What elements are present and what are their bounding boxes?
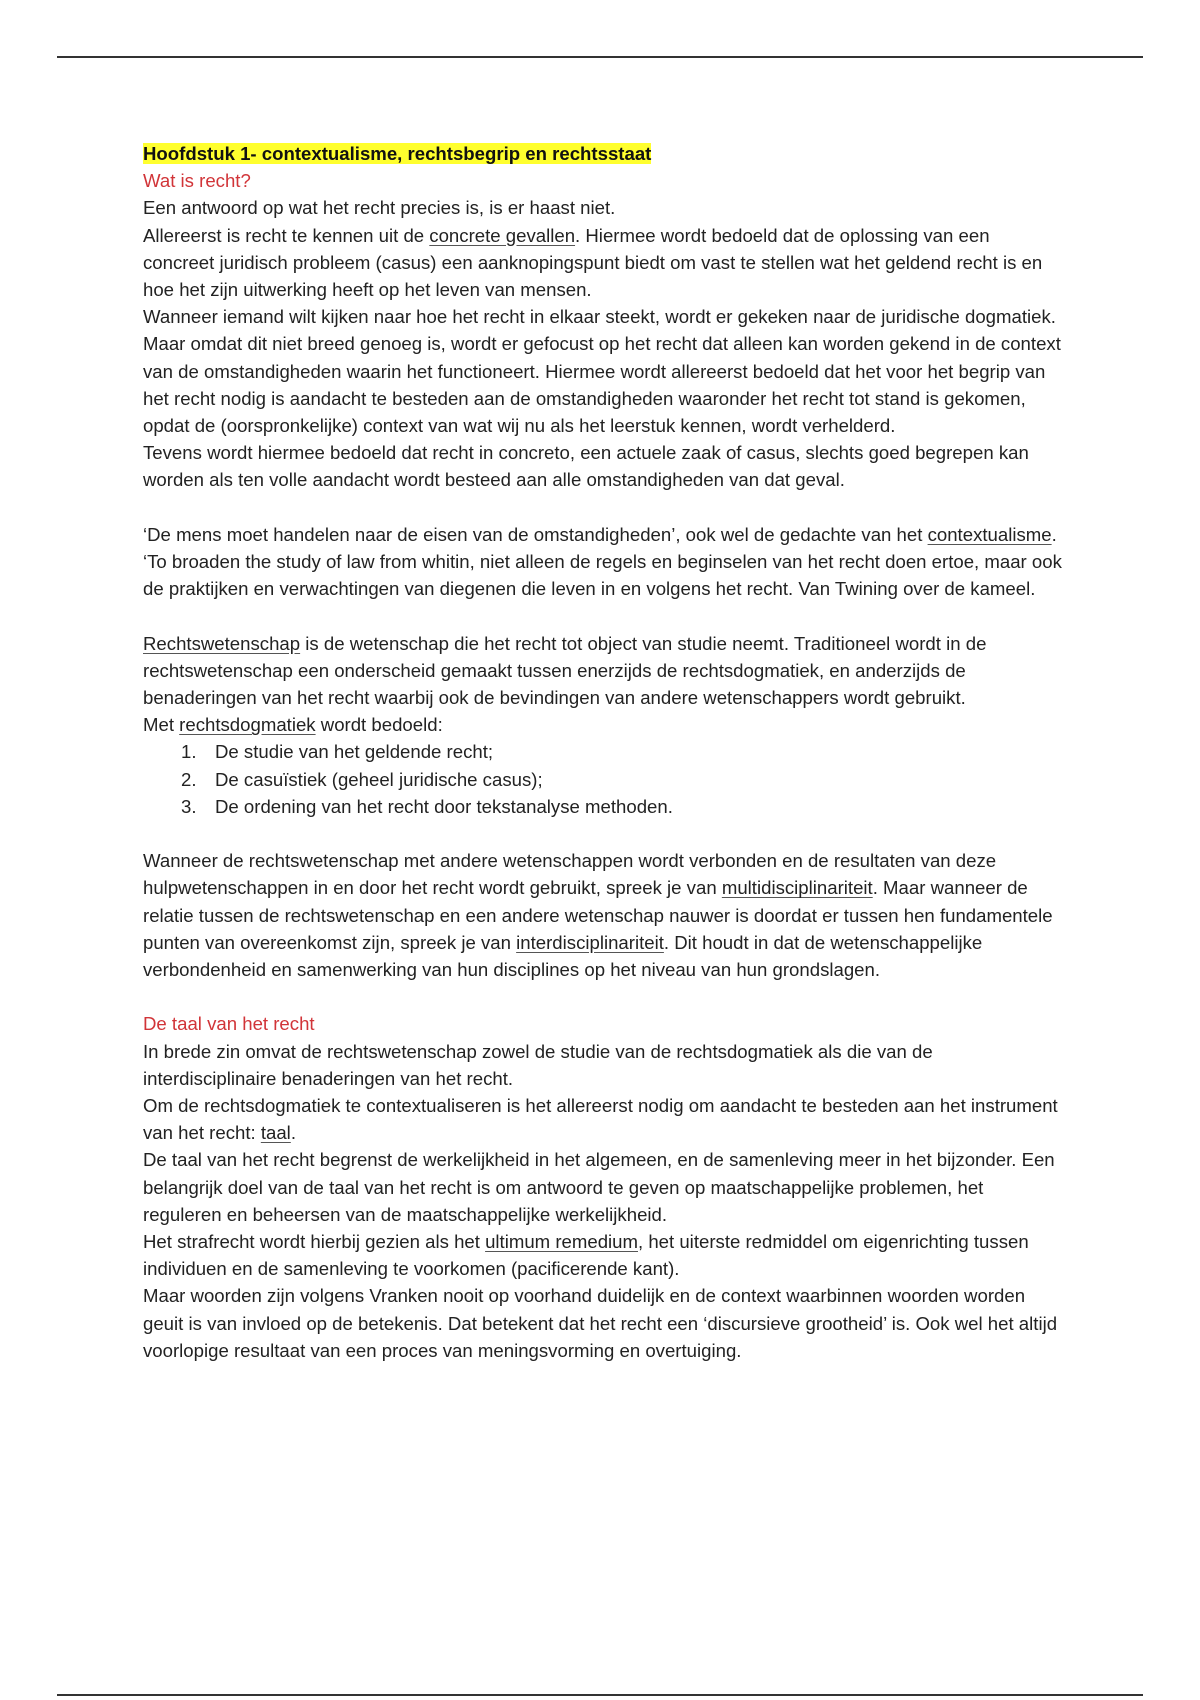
term-taal: taal <box>260 1122 291 1144</box>
paragraph: Rechtswetenschap is de wetenschap die het recht tot object van studie neemt. Traditioneel wordt in de rechtswetenschap een onderscheid gemaakt tussen enerzijds de rechtsdogmatiek, en anderzijds de benaderingen van het recht waarbij ook de bevindingen van andere wetenschappers wordt gebruikt. <box>143 632 987 709</box>
section-title-wat-is-recht: Wat is recht? <box>143 170 251 192</box>
chapter-heading <box>143 140 1063 167</box>
paragraph: Wanneer de rechtswetenschap met andere wetenschappen wordt verbonden en de resultaten van deze hulpwetenschappen in en door het recht wordt gebruikt, spreek je van multidisciplinariteit. Maar wanneer de relatie tussen de rechtswetenschap en een andere wetenschap nauwer is doordat er tussen hen fundamentele punten van overeenkomst zijn, spreek je van interdisciplinariteit. Dit houdt in dat de wetenschappelijke verbondenheid en samenwerking van hun disciplines op het niveau van hun grondslagen. <box>143 850 1053 981</box>
term-rechtsdogmatiek: rechtsdogmatiek <box>179 714 316 736</box>
term-contextualisme: contextualisme <box>927 523 1052 545</box>
term-interdisciplinariteit: interdisciplinariteit <box>516 931 664 953</box>
paragraph: Maar woorden zijn volgens Vranken nooit op voorhand duidelijk en de context waarbinnen woorden worden geuit is van invloed op de betekenis. Dat betekent dat het recht een ‘discursieve grootheid’ is. Ook wel het altijd voorlopige resultaat van een proces van meningsvorming en overtuiging. <box>143 1285 1058 1361</box>
list-item: 3. De ordening van het recht door tekstanalyse methoden. <box>181 795 673 817</box>
paragraph: ‘To broaden the study of law from whitin, niet alleen de regels en beginselen van het recht doen ertoe, maar ook de praktijken en verwachtingen van diegenen die leven in en volgens het recht. Van Twining over de kameel. <box>143 551 1062 600</box>
list-item: 1. De studie van het geldende recht; <box>181 741 494 763</box>
paragraph: Tevens wordt hiermee bedoeld dat recht in concreto, een actuele zaak of casus, slechts goed begrepen kan worden als ten volle aandacht wordt besteed aan alle omstandigheden van dat geval. <box>143 442 1029 491</box>
paragraph: De taal van het recht begrenst de werkelijkheid in het algemeen, en de samenleving meer in het bijzonder. Een belangrijk doel van de taal van het recht is om antwoord te geven op maatschappelijke problemen, het reguleren en beheersen van de maatschappelijke werkelijkheid. <box>143 1149 1055 1225</box>
paragraph: Het strafrecht wordt hierbij gezien als het ultimum remedium, het uiterste redmiddel om eigenrichting tussen individuen en de samenleving te voorkomen (pacificerende kant). <box>143 1231 1029 1280</box>
paragraph: Allereerst is recht te kennen uit de concrete gevallen. Hiermee wordt bedoeld dat de oplossing van een concreet juridisch probleem (casus) een aanknopingspunt biedt om vast te stellen wat het geldend recht is en hoe het zijn uitwerking heeft op het leven van mensen. <box>143 224 1043 301</box>
page-top-rule <box>57 56 1143 58</box>
page-bottom-rule <box>57 1694 1143 1696</box>
chapter-heading-text: Hoofdstuk 1- contextualisme, rechtsbegrip en rechtsstaat <box>143 143 652 164</box>
paragraph: Wanneer iemand wilt kijken naar hoe het recht in elkaar steekt, wordt er gekeken naar de juridische dogmatiek. Maar omdat dit niet breed genoeg is, wordt er gefocust op het recht dat alleen kan worden gekend in de context van de omstandigheden waarin het functioneert. Hiermee wordt allereerst bedoeld dat het voor het begrip van het recht nodig is aandacht te besteden aan de omstandigheden waaronder het recht tot stand is gekomen, opdat de (oorspronkelijke) context van wat wij nu als het leerstuk kennen, wordt verhelderd. <box>143 306 1061 437</box>
term-concrete-gevallen: concrete gevallen <box>429 224 576 246</box>
section-title-taal-van-het-recht: De taal van het recht <box>143 1013 315 1035</box>
term-rechtswetenschap: Rechtswetenschap <box>143 632 301 654</box>
term-multidisciplinariteit: multidisciplinariteit <box>721 877 873 899</box>
document-body <box>143 140 1063 1364</box>
term-ultimum-remedium: ultimum remedium <box>485 1231 638 1253</box>
paragraph: Met rechtsdogmatiek wordt bedoeld: <box>143 714 443 736</box>
paragraph: In brede zin omvat de rechtswetenschap zowel de studie van de rechtsdogmatiek als die van de interdisciplinaire benaderingen van het recht. <box>143 1040 933 1089</box>
paragraph: Om de rechtsdogmatiek te contextualiseren is het allereerst nodig om aandacht te besteden aan het instrument van het recht: taal. <box>143 1095 1058 1144</box>
paragraph: Een antwoord op wat het recht precies is, is er haast niet. <box>143 197 616 219</box>
numbered-list <box>143 738 1063 820</box>
list-item: 2. De casuïstiek (geheel juridische casus); <box>181 768 543 790</box>
paragraph: ‘De mens moet handelen naar de eisen van de omstandigheden’, ook wel de gedachte van het contextualisme. <box>143 523 1057 545</box>
